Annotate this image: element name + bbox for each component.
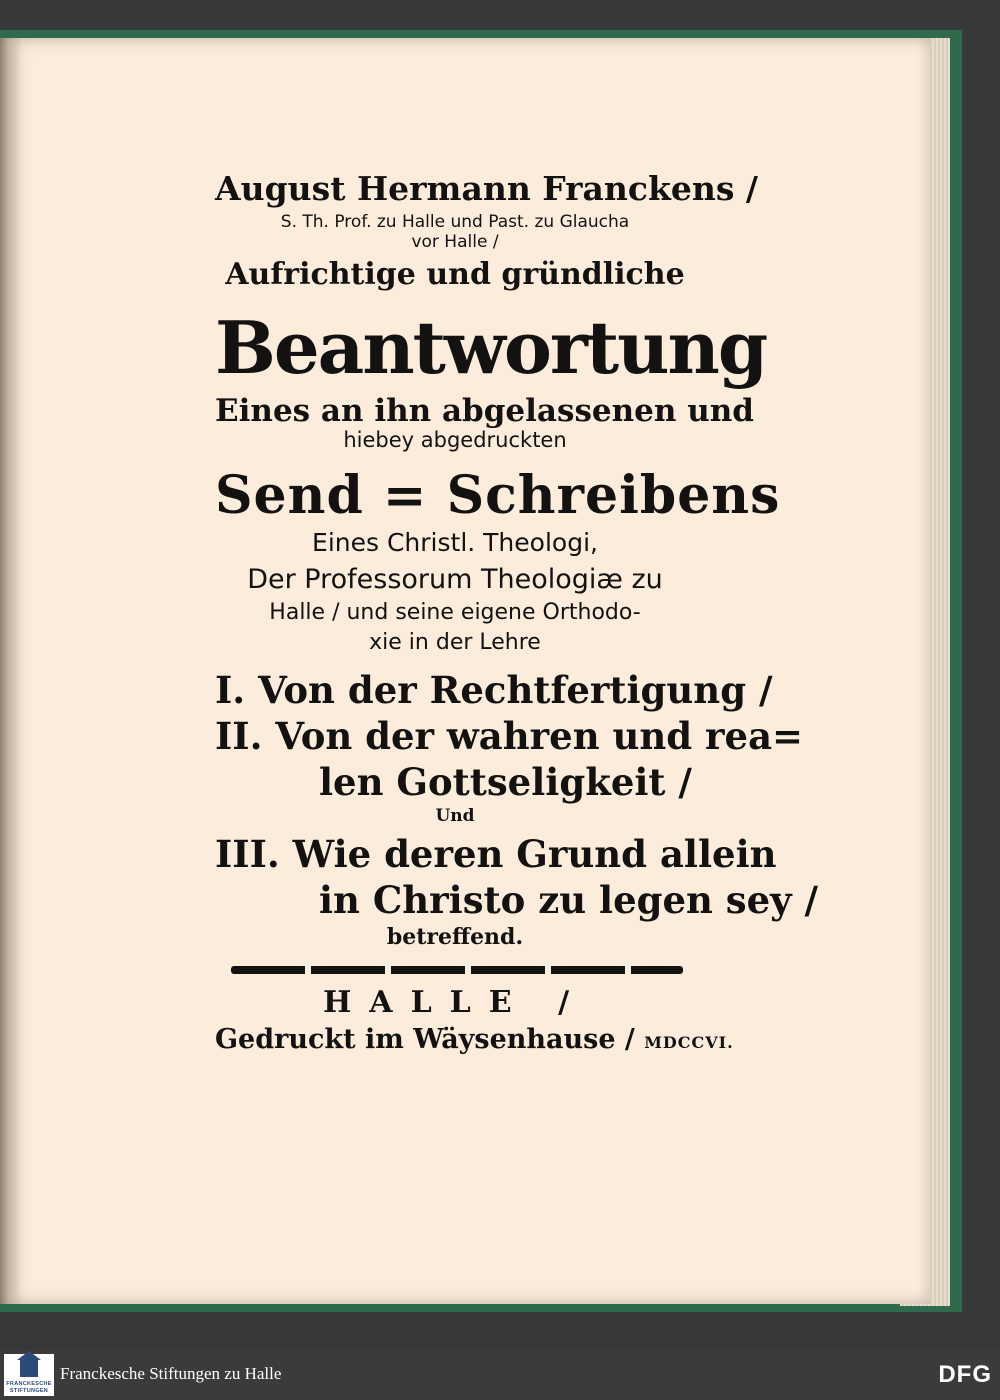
logo-line-2: STIFTUNGEN xyxy=(9,1388,49,1394)
position-line: S. Th. Prof. zu Halle und Past. zu Glaucha xyxy=(280,212,630,232)
institution-name: Franckesche Stiftungen zu Halle xyxy=(60,1364,282,1383)
author-line: August Hermann Franckens / xyxy=(215,169,758,208)
title-page-text xyxy=(215,169,819,1066)
und-line: Und xyxy=(435,806,475,826)
main-title: Beantwortung xyxy=(215,305,767,390)
decorative-rule xyxy=(231,966,683,974)
item-three-b: in Christo zu legen sey / xyxy=(319,878,819,922)
title-line-eines: Eines an ihn abgelassenen und xyxy=(215,393,754,429)
item-two-b: len Gottseligkeit / xyxy=(319,760,692,804)
imprint-year: MDCCVI. xyxy=(644,1033,734,1052)
logo-line-1: FRANCKESCHE xyxy=(6,1381,52,1387)
item-three-a: III. Wie deren Grund allein xyxy=(215,832,777,876)
betreffend-line: betreffend. xyxy=(386,924,524,950)
imprint-place: HALLE / xyxy=(322,985,588,1020)
title-line-christl: Eines Christl. Theologi, xyxy=(312,528,598,557)
sendschreibens-heading: Send = Schreibens xyxy=(215,465,781,526)
item-one: I. Von der Rechtfertigung / xyxy=(215,668,773,712)
title-line-orthodo: Halle / und seine eigene Orthodo- xyxy=(269,600,641,625)
subtitle-line: Aufrichtige und gründliche xyxy=(225,257,685,292)
franckesche-logo[interactable] xyxy=(4,1354,54,1396)
imprint-printer xyxy=(215,1024,734,1066)
book-gutter xyxy=(0,38,22,1304)
title-line-lehre: xie in der Lehre xyxy=(369,630,541,655)
viewer-footer xyxy=(0,1350,1000,1400)
title-line-professorum: Der Professorum Theologiæ zu xyxy=(247,564,663,595)
place-line: vor Halle / xyxy=(411,232,499,252)
item-two-a: II. Von der wahren und rea= xyxy=(215,714,804,758)
imprint-printer-text: Gedruckt im Wäysenhause / xyxy=(215,1024,635,1055)
house-icon xyxy=(20,1359,38,1377)
dfg-logo[interactable]: DFG xyxy=(938,1361,992,1388)
title-line-hiebey: hiebey abgedruckten xyxy=(343,428,567,452)
